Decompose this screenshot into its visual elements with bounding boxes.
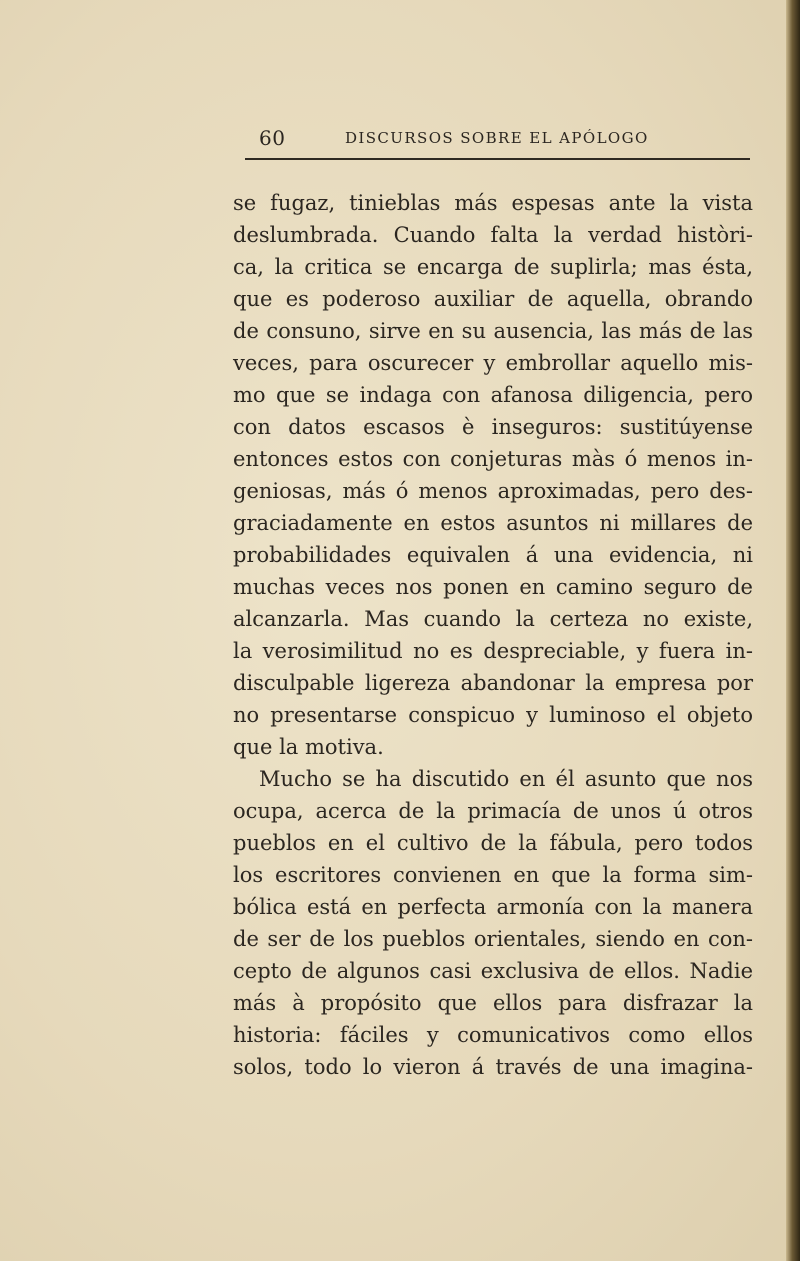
text-line: ca, la critica se encarga de suplirla; mas ésta,	[233, 255, 753, 279]
text-line: ocupa, acerca de la primacía de unos ú otros	[233, 799, 753, 823]
text-line: que es poderoso auxiliar de aquella, obrando	[233, 287, 753, 311]
page-edge	[786, 0, 800, 1261]
text-line: más à propósito que ellos para disfrazar la	[233, 991, 753, 1015]
text-line: la verosimilitud no es despreciable, y fuera in-	[233, 639, 753, 663]
text-line: los escritores convienen en que la forma sim-	[233, 863, 753, 887]
text-line: de ser de los pueblos orientales, siendo en con-	[233, 927, 753, 951]
text-line: con datos escasos è inseguros: sustitúyense	[233, 415, 753, 439]
text-line: mo que se indaga con afanosa diligencia, pero	[233, 383, 753, 407]
text-line: entonces estos con conjeturas màs ó menos in-	[233, 447, 753, 471]
text-line: pueblos en el cultivo de la fábula, pero todos	[233, 831, 753, 855]
text-line: probabilidades equivalen á una evidencia, ni	[233, 543, 753, 567]
text-line: alcanzarla. Mas cuando la certeza no existe,	[233, 607, 753, 631]
text-line: veces, para oscurecer y embrollar aquello mis-	[233, 351, 753, 375]
text-line: disculpable ligereza abandonar la empresa por	[233, 671, 753, 695]
text-line: solos, todo lo vieron á través de una imagina-	[233, 1055, 753, 1079]
text-line: historia: fáciles y comunicativos como ellos	[233, 1023, 753, 1047]
running-title: DISCURSOS SOBRE EL APÓLOGO	[345, 129, 649, 147]
text-line: Mucho se ha discutido en él asunto que nos	[259, 767, 753, 791]
page-header	[245, 122, 750, 152]
text-line: se fugaz, tinieblas más espesas ante la vista	[233, 191, 753, 215]
text-line: bólica está en perfecta armonía con la manera	[233, 895, 753, 919]
text-line: graciadamente en estos asuntos ni millares de	[233, 511, 753, 535]
header-rule	[245, 158, 750, 160]
text-line: geniosas, más ó menos aproximadas, pero des-	[233, 479, 753, 503]
text-line: muchas veces nos ponen en camino seguro de	[233, 575, 753, 599]
text-line: no presentarse conspicuo y luminoso el objeto	[233, 703, 753, 727]
text-line: que la motiva.	[233, 735, 384, 759]
body-text	[233, 187, 753, 1083]
text-line: de consuno, sirve en su ausencia, las más de las	[233, 319, 753, 343]
text-line: deslumbrada. Cuando falta la verdad històri-	[233, 223, 753, 247]
page-number: 60	[259, 126, 286, 150]
text-line: cepto de algunos casi exclusiva de ellos. Nadie	[233, 959, 753, 983]
